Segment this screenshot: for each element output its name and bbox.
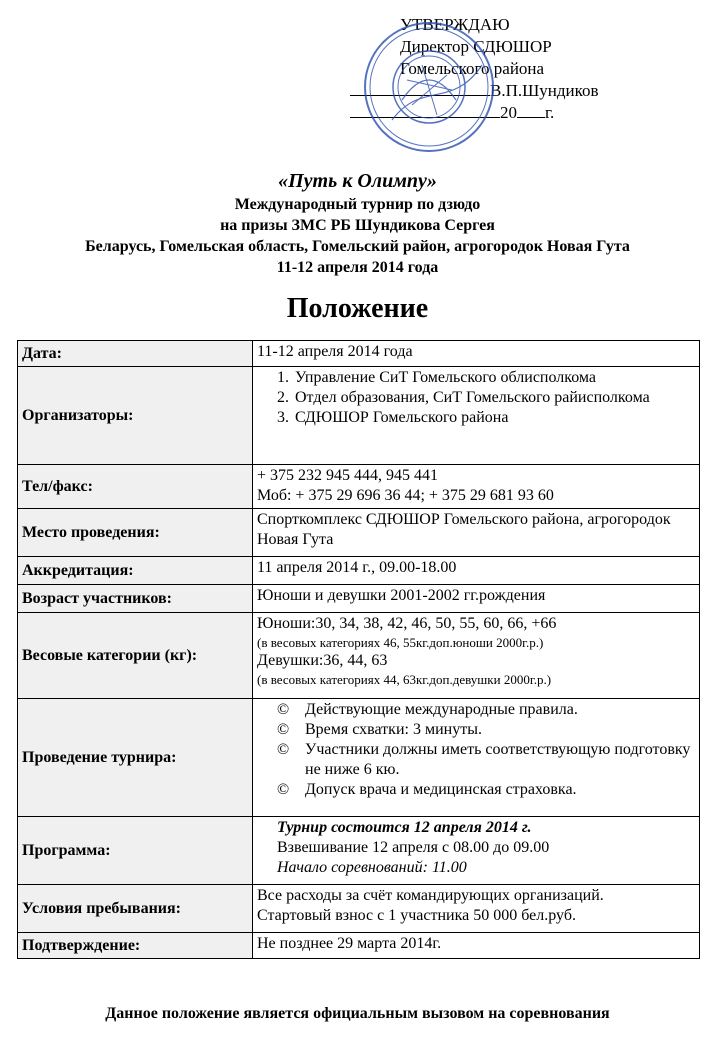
- row-value: [253, 699, 700, 817]
- row-venue: [18, 509, 700, 557]
- stay-expenses: Все расходы за счёт командирующих организаций.: [257, 887, 604, 904]
- row-value: 11 апреля 2014 г., 09.00-18.00: [253, 557, 700, 585]
- official-seal-icon: [362, 20, 496, 154]
- weights-girls: Девушки:36, 44, 63: [257, 652, 388, 669]
- row-stay: [18, 885, 700, 933]
- row-label: Программа:: [18, 817, 253, 885]
- approval-year-suffix: г.: [545, 103, 555, 122]
- row-organizers: [18, 367, 700, 465]
- document-title: Положение: [286, 293, 429, 324]
- row-weights: [18, 613, 700, 699]
- regulation-table: [17, 340, 700, 959]
- row-label: Подтверждение:: [18, 933, 253, 959]
- row-confirmation: [18, 933, 700, 959]
- organizer-item: 2. Отдел образования, СиТ Гомельского райисполкома: [293, 388, 695, 408]
- organizer-item: 1. Управление СиТ Гомельского облисполкома: [293, 368, 695, 388]
- row-value: [253, 885, 700, 933]
- event-name: «Путь к Олимпу»: [278, 170, 437, 192]
- footer-note: Данное положение является официальным вызовом на соревнования: [105, 1005, 610, 1022]
- row-phone: [18, 465, 700, 509]
- conduct-text: Действующие международные правила.: [305, 701, 578, 718]
- copyright-icon: ©: [277, 721, 290, 738]
- row-label: Аккредитация:: [18, 557, 253, 585]
- conduct-text: Участники должны иметь соответствующую подготовку не ниже 6 кю.: [305, 741, 691, 778]
- organizer-item: 3. СДЮШОР Гомельского района: [293, 408, 695, 428]
- conduct-item: [277, 700, 695, 720]
- event-location: Беларусь, Гомельская область, Гомельский район, агрогородок Новая Гута: [85, 238, 630, 255]
- conduct-text: Допуск врача и медицинская страховка.: [305, 781, 577, 798]
- row-label: Возраст участников:: [18, 585, 253, 613]
- row-label: Место проведения:: [18, 509, 253, 557]
- row-value: Спорткомплекс СДЮШОР Гомельского района, агрогородок Новая Гута: [253, 509, 700, 557]
- approval-title: УТВЕРЖДАЮ: [400, 15, 510, 34]
- stay-fee: Стартовый взнос с 1 участника 50 000 бел.руб.: [257, 907, 576, 924]
- conduct-item: [277, 780, 695, 800]
- weights-boys-note: (в весовых категориях 46, 55кг.доп.юноши 2000г.р.): [257, 635, 544, 650]
- event-header: [0, 168, 715, 278]
- row-accreditation: [18, 557, 700, 585]
- row-conduct: [18, 699, 700, 817]
- approval-signatory: В.П.Шундиков: [490, 81, 599, 100]
- row-value: [253, 817, 700, 885]
- row-value: [253, 367, 700, 465]
- event-prizes: на призы ЗМС РБ Шундикова Сергея: [220, 217, 495, 234]
- row-value: 11-12 апреля 2014 года: [253, 341, 700, 367]
- row-label: Проведение турнира:: [18, 699, 253, 817]
- event-type: Международный турнир по дзюдо: [234, 196, 481, 213]
- approval-year-prefix: 20: [500, 103, 517, 122]
- row-date: [18, 341, 700, 367]
- row-age: [18, 585, 700, 613]
- row-label: Организаторы:: [18, 367, 253, 465]
- organizers-list: [257, 368, 695, 428]
- conduct-item: [277, 720, 695, 740]
- phone-line: + 375 232 945 444, 945 441: [257, 467, 439, 484]
- conduct-text: Время схватки: 3 минуты.: [305, 721, 482, 738]
- mobile-line: Моб: + 375 29 696 36 44; + 375 29 681 93 60: [257, 487, 554, 504]
- row-value: [253, 613, 700, 699]
- row-label: Весовые категории (кг):: [18, 613, 253, 699]
- copyright-icon: ©: [277, 781, 290, 798]
- approval-position: Директор СДЮШОР: [400, 37, 552, 56]
- row-label: Тел/факс:: [18, 465, 253, 509]
- copyright-icon: ©: [277, 741, 290, 758]
- row-label: Дата:: [18, 341, 253, 367]
- conduct-list: [257, 700, 695, 800]
- program-weighin: Взвешивание 12 апреля с 08.00 до 09.00: [277, 839, 550, 856]
- row-program: [18, 817, 700, 885]
- year-blank: [517, 103, 545, 118]
- event-dates: 11-12 апреля 2014 года: [276, 259, 439, 276]
- program-date: Турнир состоится 12 апреля 2014 г.: [277, 819, 532, 836]
- program-start: Начало соревнований: 11.00: [277, 859, 467, 876]
- conduct-item: [277, 740, 695, 780]
- approval-organization: Гомельского района: [400, 59, 545, 78]
- row-value: Не позднее 29 марта 2014г.: [253, 933, 700, 959]
- row-value: Юноши и девушки 2001-2002 гг.рождения: [253, 585, 700, 613]
- weights-boys: Юноши:30, 34, 38, 42, 46, 50, 55, 60, 66, +66: [257, 615, 557, 632]
- row-value: [253, 465, 700, 509]
- copyright-icon: ©: [277, 701, 290, 718]
- row-label: Условия пребывания:: [18, 885, 253, 933]
- weights-girls-note: (в весовых категориях 44, 63кг.доп.девушки 2000г.р.): [257, 672, 552, 687]
